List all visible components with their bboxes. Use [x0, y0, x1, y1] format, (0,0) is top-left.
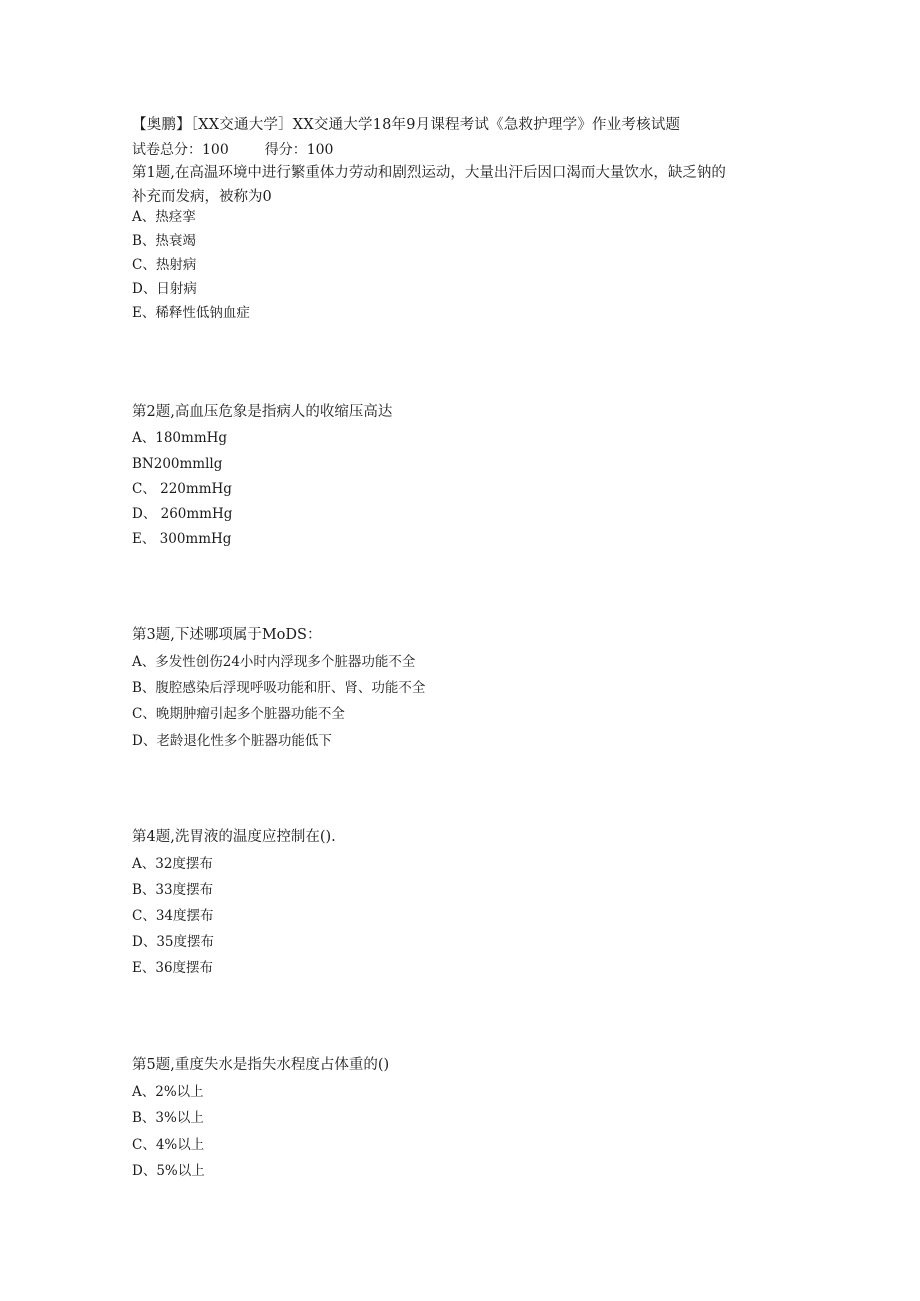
question-1-text-cont: 补充而发病，被称为0 [132, 189, 272, 205]
question-2-option-b: BN200mmllg [132, 456, 223, 472]
question-1-option-a: A、热痉挛 [132, 209, 196, 225]
question-4-option-e: E、36度摆布 [132, 960, 214, 976]
question-5-text: 第5题,重度失水是指失水程度占体重的() [132, 1057, 390, 1073]
question-1-option-c: C、热射病 [132, 257, 197, 273]
score-summary [132, 141, 333, 159]
question-4-option-c: C、34度摆布 [132, 908, 214, 924]
question-5-option-d: D、5%以上 [132, 1163, 205, 1179]
question-3-option-a: A、多发性创伤24小时内浮现多个脏器功能不全 [132, 654, 416, 670]
total-score: 试卷总分：100 [132, 142, 229, 158]
question-2-option-a: A、180mmHg [132, 430, 228, 446]
question-3-option-d: D、老龄退化性多个脏器功能低下 [132, 733, 332, 749]
question-5-option-b: B、3%以上 [132, 1110, 204, 1126]
question-4-option-a: A、32度摆布 [132, 856, 213, 872]
question-5-option-a: A、2%以上 [132, 1084, 204, 1100]
question-3-option-c: C、晚期肿瘤引起多个脏器功能不全 [132, 706, 345, 722]
question-4-option-b: B、33度摆布 [132, 882, 214, 898]
question-1-text: 第1题,在高温环境中进行繁重体力劳动和剧烈运动，大量出汗后因口渴而大量饮水，缺乏钠的 [132, 165, 726, 181]
question-2-option-c: C、 220mmHg [132, 481, 232, 497]
question-1-option-e: E、稀释性低钠血症 [132, 305, 250, 321]
question-2-text: 第2题,高血压危象是指病人的收缩压高达 [132, 404, 393, 420]
question-4-option-d: D、35度摆布 [132, 934, 215, 950]
question-2-option-e: E、 300mmHg [132, 531, 232, 547]
question-1-option-b: B、热衰竭 [132, 233, 196, 249]
question-3-option-b: B、腹腔感染后浮现呼吸功能和肝、肾、功能不全 [132, 680, 426, 696]
exam-title: 【奥鹏】［XX交通大学］XX交通大学18年9月课程考试《急救护理学》作业考核试题 [132, 117, 681, 133]
question-1-option-d: D、日射病 [132, 281, 197, 297]
obtained-score: 得分：100 [264, 142, 334, 158]
question-4-text: 第4题,洗胃液的温度应控制在(). [132, 829, 336, 845]
question-5-option-c: C、4%以上 [132, 1137, 205, 1153]
question-3-text: 第3题,下述哪项属于MoDS： [132, 627, 322, 643]
question-2-option-d: D、 260mmHg [132, 506, 233, 522]
